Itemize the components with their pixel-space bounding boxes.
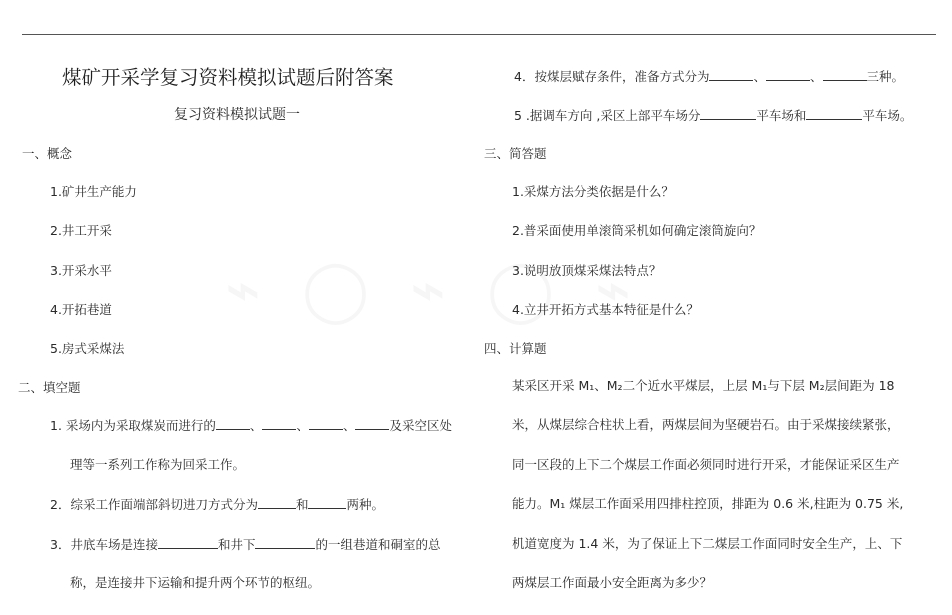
answer-blank[interactable] — [308, 496, 346, 509]
section-heading-calc: 四、计算题 — [484, 341, 547, 356]
fill-q1-line2: 理等一系列工作称为回采工作。 — [70, 457, 246, 472]
calc-line: 机道宽度为 1.4 米，为了保证上下二煤层工作面同时安全生产，上、下 — [512, 536, 903, 551]
concept-item: 1.矿井生产能力 — [50, 184, 137, 199]
calc-line: 两煤层工作面最小安全距离为多少？ — [512, 575, 713, 590]
separator: 、 — [753, 69, 766, 84]
separator: 、 — [296, 418, 309, 433]
fill-q3-end: 的一组巷道和硐室的总 — [315, 537, 441, 552]
section-heading-short: 三、简答题 — [484, 146, 547, 161]
fill-q4-end: 三种。 — [866, 69, 905, 84]
fill-q5 — [514, 107, 912, 124]
answer-blank[interactable] — [258, 496, 296, 509]
section-heading-fill: 二、填空题 — [18, 380, 81, 395]
separator: 、 — [249, 418, 263, 433]
answer-blank[interactable] — [216, 417, 250, 430]
answer-blank[interactable] — [709, 68, 753, 81]
concept-item: 2.井工开采 — [50, 223, 112, 238]
calc-line: 某采区开采 M₁、M₂二个近水平煤层，上层 M₁与下层 M₂层间距为 18 — [512, 378, 895, 393]
fill-q3-mid: 和井下 — [217, 537, 256, 552]
fill-q2-start: 2．综采工作面端部斜切进刀方式分为 — [50, 497, 258, 512]
separator: 、 — [342, 418, 356, 433]
answer-blank[interactable] — [700, 107, 756, 120]
fill-q1-end: 及采空区处 — [389, 418, 452, 433]
answer-blank[interactable] — [158, 536, 218, 549]
fill-q1-start: 1. 采场内为采取煤炭而进行的 — [50, 418, 216, 433]
answer-blank[interactable] — [309, 417, 343, 430]
fill-q4-start: 4．按煤层赋存条件，准备方式分为 — [514, 69, 710, 84]
fill-q3-line2: 称，是连接井下运输和提升两个环节的枢纽。 — [70, 575, 321, 590]
section-heading-concepts: 一、概念 — [22, 146, 73, 161]
short-item: 2.普采面使用单滚筒采机如何确定滚筒旋向？ — [512, 223, 762, 238]
answer-blank[interactable] — [262, 417, 296, 430]
calc-line: 能力。M₁ 煤层工作面采用四排柱控顶，排距为 0.6 米,柱距为 0.75 米, — [512, 496, 904, 511]
concept-item: 3.开采水平 — [50, 263, 112, 278]
top-rule — [22, 34, 936, 35]
calc-line: 同一区段的上下二个煤层工作面必须同时进行开采，才能保证采区生产 — [512, 457, 900, 472]
fill-q3-line1 — [50, 536, 441, 553]
fill-q2-end: 两种。 — [346, 497, 384, 512]
fill-q2-mid: 和 — [295, 497, 309, 512]
answer-blank[interactable] — [255, 536, 315, 549]
fill-q1-line1 — [50, 417, 452, 434]
concept-item: 4.开拓巷道 — [50, 302, 112, 317]
fill-q3-start: 3．井底车场是连接 — [50, 537, 158, 552]
calc-line: 米，从煤层综合柱状上看，两煤层间为坚硬岩石。由于采煤接续紧张， — [512, 417, 900, 432]
short-item: 3.说明放顶煤采煤法特点？ — [512, 263, 662, 278]
document-subtitle: 复习资料模拟试题一 — [174, 107, 300, 123]
answer-blank[interactable] — [766, 68, 810, 81]
short-item: 1.采煤方法分类依据是什么？ — [512, 184, 674, 199]
fill-q5-end: 平车场。 — [862, 108, 913, 123]
fill-q2 — [50, 496, 384, 513]
document-title: 煤矿开采学复习资料模拟试题后附答案 — [62, 66, 394, 89]
fill-q5-start: 5 .据调车方向 ,采区上部平车场分 — [514, 108, 701, 123]
separator: 、 — [809, 69, 823, 84]
concept-item: 5.房式采煤法 — [50, 341, 125, 356]
answer-blank[interactable] — [355, 417, 389, 430]
short-item: 4.立井开拓方式基本特征是什么？ — [512, 302, 699, 317]
fill-q5-mid: 平车场和 — [756, 108, 807, 123]
answer-blank[interactable] — [806, 107, 862, 120]
fill-q4 — [514, 68, 904, 85]
answer-blank[interactable] — [823, 68, 867, 81]
